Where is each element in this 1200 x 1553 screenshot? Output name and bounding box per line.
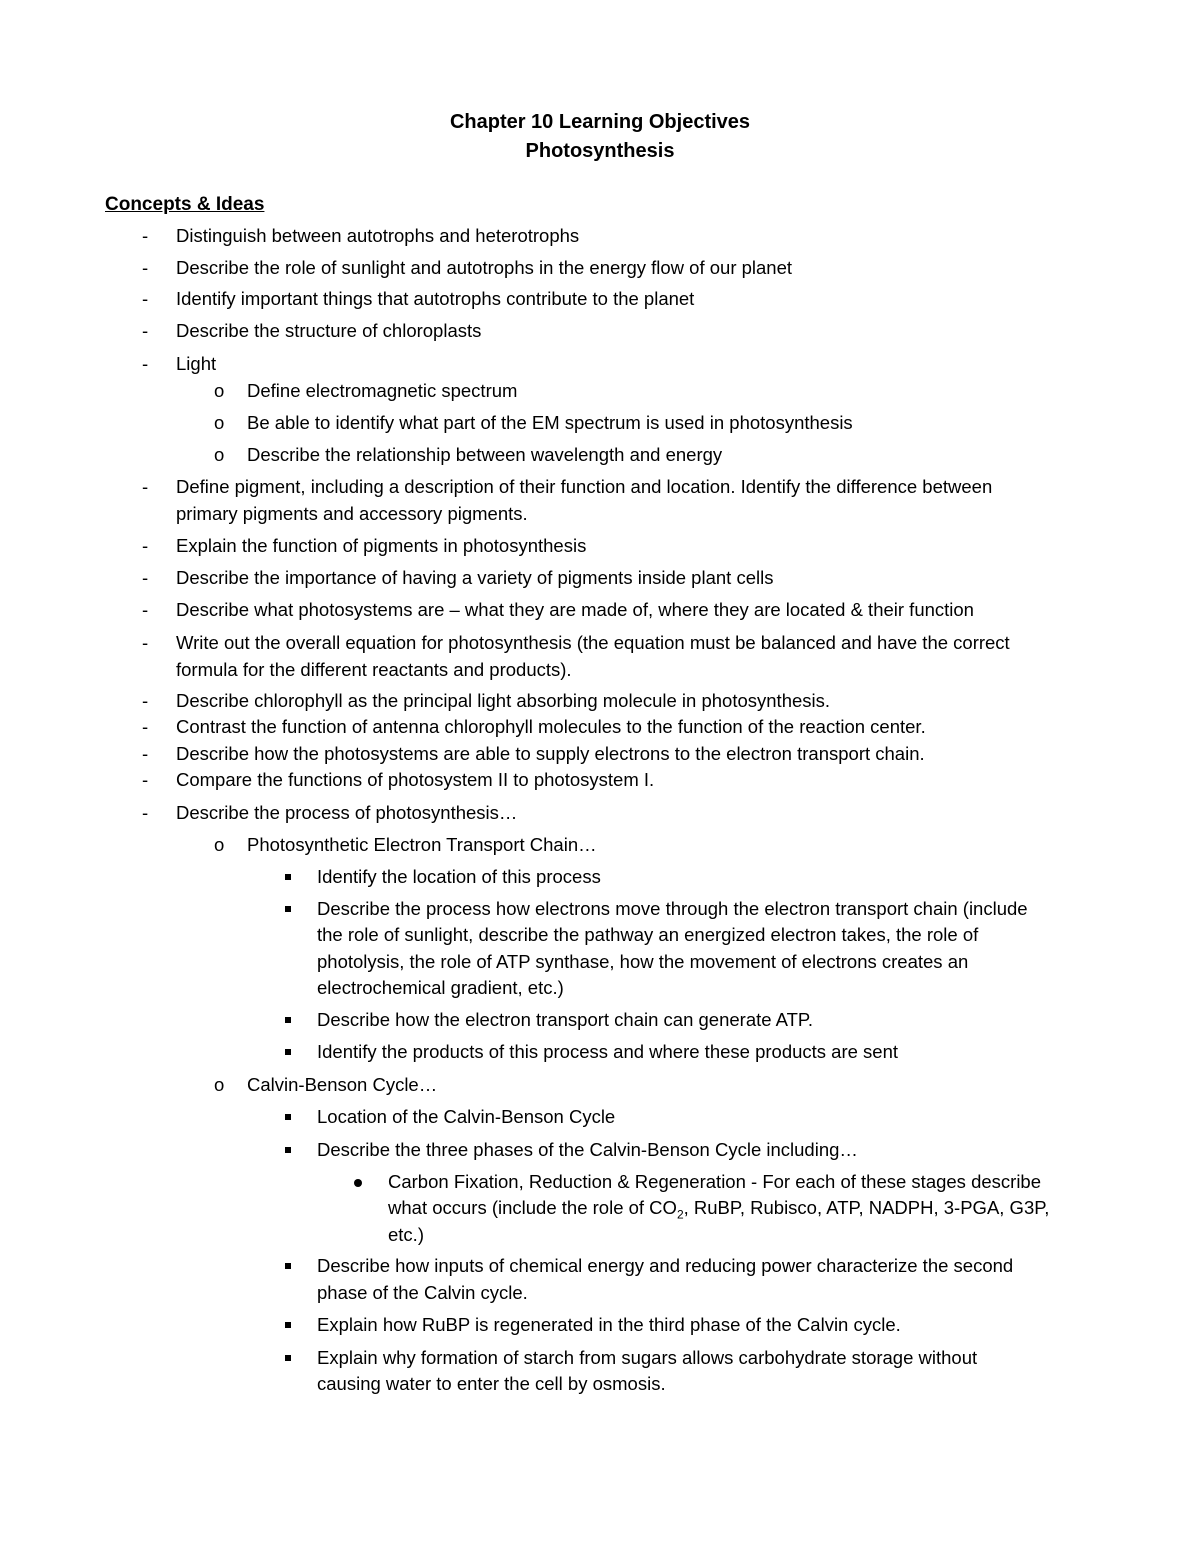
square-bullet xyxy=(285,874,291,880)
list-item: Carbon Fixation, Reduction & Regeneration - For each of these stages describe xyxy=(388,1171,1042,1192)
dash-marker: - xyxy=(142,690,149,711)
list-item: Describe the structure of chloroplasts xyxy=(176,320,482,341)
dash-marker: - xyxy=(142,225,149,246)
co2-text: what occurs (include the role of CO xyxy=(388,1197,677,1218)
list-item: Explain why formation of starch from sugars allows carbohydrate storage without xyxy=(317,1347,978,1368)
list-item-continuation: the role of sunlight, describe the pathway an energized electron takes, the role of xyxy=(317,924,979,945)
square-bullet xyxy=(285,906,291,912)
list-item: Describe the three phases of the Calvin-Benson Cycle including… xyxy=(317,1139,858,1160)
square-bullet xyxy=(285,1147,291,1153)
dash-marker: - xyxy=(142,320,149,341)
list-item: Explain how RuBP is regenerated in the third phase of the Calvin cycle. xyxy=(317,1314,901,1335)
list-item-continuation: phase of the Calvin cycle. xyxy=(317,1282,528,1303)
list-item: Describe the process how electrons move through the electron transport chain (include xyxy=(317,898,1028,919)
list-item: Distinguish between autotrophs and heterotrophs xyxy=(176,225,580,246)
list-item: Describe how the electron transport chain can generate ATP. xyxy=(317,1009,814,1030)
list-item: Describe chlorophyll as the principal light absorbing molecule in photosynthesis. xyxy=(176,690,831,711)
dash-marker: - xyxy=(142,802,149,823)
list-item: Location of the Calvin-Benson Cycle xyxy=(317,1106,616,1127)
list-item: Describe the role of sunlight and autotrophs in the energy flow of our planet xyxy=(176,257,793,278)
list-item-continuation: primary pigments and accessory pigments. xyxy=(176,503,528,524)
list-item-continuation: photolysis, the role of ATP synthase, how the movement of electrons creates an xyxy=(317,951,969,972)
list-item: Describe what photosystems are – what they are made of, where they are located & their function xyxy=(176,599,974,620)
square-bullet xyxy=(285,1322,291,1328)
dash-marker: - xyxy=(142,743,149,764)
dash-marker: - xyxy=(142,567,149,588)
list-item: Explain the function of pigments in photosynthesis xyxy=(176,535,587,556)
subscript-two: 2 xyxy=(676,1207,684,1222)
dash-marker: - xyxy=(142,599,149,620)
section-heading: Concepts & Ideas xyxy=(105,194,265,215)
circle-marker: o xyxy=(214,1074,225,1095)
dash-marker: - xyxy=(142,288,149,309)
round-bullet xyxy=(354,1179,362,1187)
list-item: Contrast the function of antenna chlorophyll molecules to the function of the reaction center. xyxy=(176,716,926,737)
list-item: Identify the location of this process xyxy=(317,866,601,887)
square-bullet xyxy=(285,1355,291,1361)
list-item: Be able to identify what part of the EM spectrum is used in photosynthesis xyxy=(247,412,853,433)
dash-marker: - xyxy=(142,769,149,790)
square-bullet xyxy=(285,1114,291,1120)
square-bullet xyxy=(285,1049,291,1055)
list-item: Photosynthetic Electron Transport Chain… xyxy=(247,834,597,855)
square-bullet xyxy=(285,1263,291,1269)
dash-marker: - xyxy=(142,632,149,653)
list-item: Calvin-Benson Cycle… xyxy=(247,1074,438,1095)
co2-trailing-text: , RuBP, Rubisco, ATP, NADPH, 3-PGA, G3P, xyxy=(683,1197,1050,1218)
document-subtitle: Photosynthesis xyxy=(525,140,675,162)
list-item: Define pigment, including a description of their function and location. Identify the difference between xyxy=(176,476,993,497)
list-item: Define electromagnetic spectrum xyxy=(247,380,518,401)
circle-marker: o xyxy=(214,834,225,855)
list-item: Compare the functions of photosystem II to photosystem I. xyxy=(176,769,655,790)
dash-marker: - xyxy=(142,476,149,497)
dash-marker: - xyxy=(142,257,149,278)
list-item-continuation: etc.) xyxy=(388,1224,424,1245)
circle-marker: o xyxy=(214,380,225,401)
list-item-continuation: electrochemical gradient, etc.) xyxy=(317,977,564,998)
dash-marker: - xyxy=(142,535,149,556)
list-item: Identify important things that autotrophs contribute to the planet xyxy=(176,288,695,309)
list-item-continuation: causing water to enter the cell by osmosis. xyxy=(317,1373,666,1394)
list-item: Write out the overall equation for photosynthesis (the equation must be balanced and have the correct xyxy=(176,632,1010,653)
list-item: Describe how the photosystems are able to supply electrons to the electron transport chain. xyxy=(176,743,925,764)
dash-marker: - xyxy=(142,716,149,737)
list-item: Identify the products of this process and where these products are sent xyxy=(317,1041,899,1062)
document-title: Chapter 10 Learning Objectives xyxy=(449,111,751,133)
list-item: Describe how inputs of chemical energy and reducing power characterize the second xyxy=(317,1255,1014,1276)
list-item-continuation: formula for the different reactants and products). xyxy=(176,659,572,680)
circle-marker: o xyxy=(214,444,225,465)
dash-marker: - xyxy=(142,353,149,374)
list-item: Describe the relationship between wavelength and energy xyxy=(247,444,723,465)
square-bullet xyxy=(285,1017,291,1023)
list-item: Describe the process of photosynthesis… xyxy=(176,802,518,823)
circle-marker: o xyxy=(214,412,225,433)
list-item: Describe the importance of having a variety of pigments inside plant cells xyxy=(176,567,774,588)
list-item: Light xyxy=(176,353,217,374)
list-item-continuation xyxy=(388,1195,1049,1221)
